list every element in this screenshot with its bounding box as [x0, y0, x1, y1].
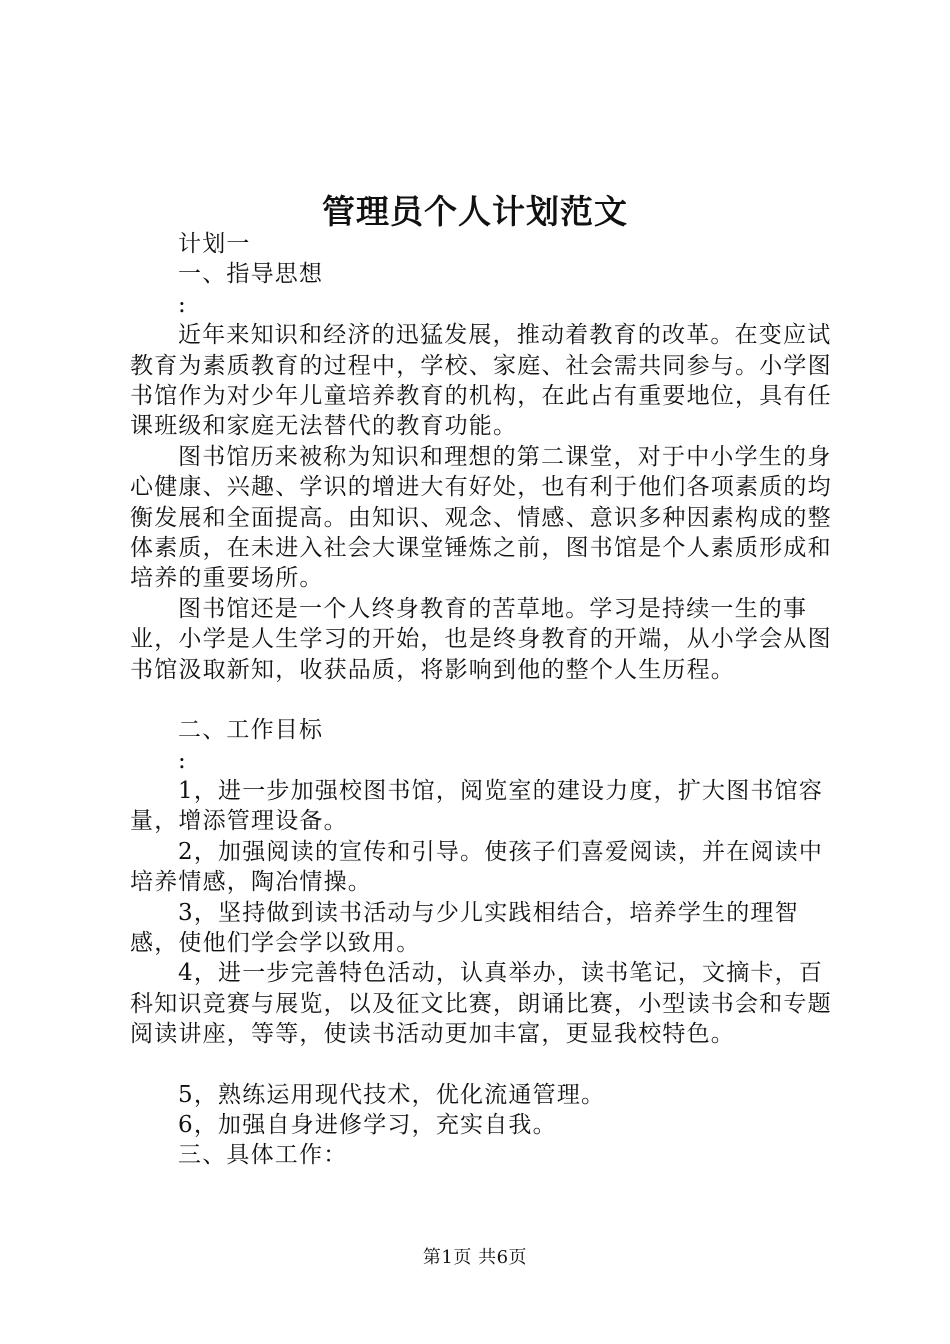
section-heading-tasks: 三、具体工作：: [178, 1142, 348, 1169]
list-item: 1，进一步加强校图书馆，阅览室的建设力度，扩大图书馆容量，增添管理设备。: [130, 777, 824, 835]
section-colon: :: [178, 291, 187, 318]
list-item: 4，进一步完善特色活动，认真举办，读书笔记，文摘卡，百科知识竞赛与展览，以及征文比赛，朗诵比赛，小型读书会和专题阅读讲座，等等，使读书活动更加丰富，更显我校特色。: [130, 960, 832, 1048]
paragraph: 图书馆历来被称为知识和理想的第二课堂，对于中小学生的身心健康、兴趣、学识的增进大有好处，也有利于他们各项素质的均衡发展和全面提高。由知识、观念、情感、意识多种因素构成的整体素质，在未进入社会大课堂锤炼之前，图书馆是个人素质形成和培养的重要场所。: [130, 443, 832, 592]
paragraph: 近年来知识和经济的迅猛发展，推动着教育的改革。在变应试教育为素质教育的过程中，学校、家庭、社会需共同参与。小学图书馆作为对少年儿童培养教育的机构，在此占有重要地位，具有任课班级和家庭无法替代的教育功能。: [130, 322, 832, 440]
section-colon: :: [178, 747, 187, 774]
spacer: [130, 685, 834, 715]
document-title: 管理员个人计划范文: [322, 192, 628, 231]
document-body: [130, 229, 834, 1171]
list-item: 2，加强阅读的宣传和引导。使孩子们喜爱阅读，并在阅读中培养情感，陶冶情操。: [130, 838, 824, 896]
paragraph: 图书馆还是一个人终身教育的苦草地。学习是持续一生的事业，小学是人生学习的开始，也是终身教育的开端，从小学会从图书馆汲取新知，收获品质，将影响到他的整个人生历程。: [130, 595, 832, 683]
spacer: [130, 1050, 834, 1080]
page-footer: 第1页 共6页: [422, 1247, 528, 1268]
section-heading-guiding: 一、指导思想: [178, 261, 324, 288]
list-item: 5，熟练运用现代技术，优化流通管理。: [178, 1081, 606, 1108]
list-item: 3，坚持做到读书活动与少儿实践相结合，培养学生的理智感，使他们学会学以致用。: [130, 899, 799, 956]
list-item: 6，加强自身进修学习，充实自我。: [178, 1111, 557, 1138]
section-heading-goals: 二、工作目标: [178, 717, 324, 744]
plan-label: 计划一: [178, 231, 251, 257]
